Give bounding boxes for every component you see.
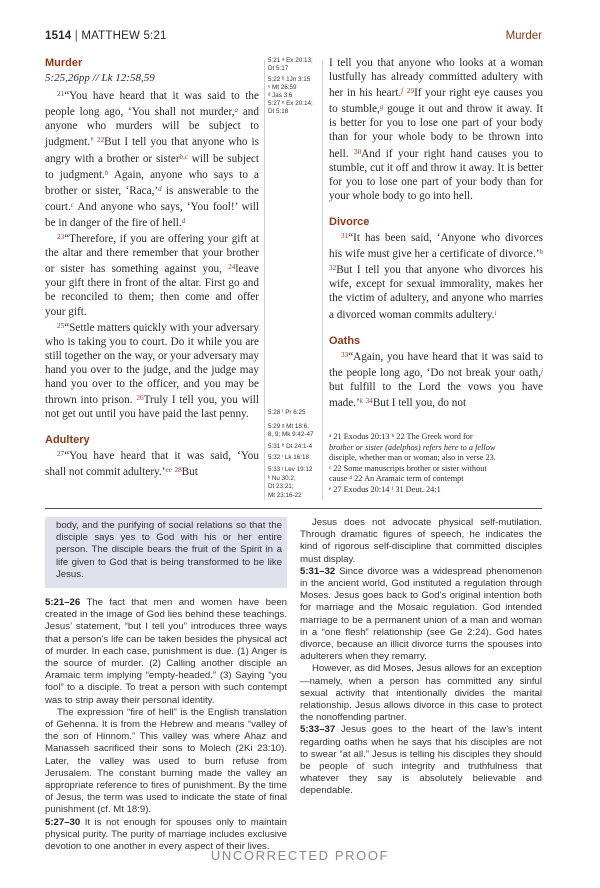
footnote-marker: i	[494, 308, 497, 317]
cross-ref-line: 5:21 ᵃ Ex 20:13;	[268, 57, 313, 64]
verse-text: But I tell you that anyone who divorces his wife, except for sexual immorality, makes her the victim of adultery, and anyone who marries a divorced woman commits adultery.	[329, 264, 543, 321]
verse-text: but fulfill to the Lord the vows you have made.’	[329, 380, 543, 409]
verse-text: leave your gift there in front of the altar. First go and be reconciled to them; then come and offer your gift.	[45, 263, 259, 318]
page-number: 1514	[45, 30, 72, 42]
cross-ref-line: 5:31 ʰ Dt 24:1-4	[268, 442, 313, 450]
footnote-marker: e	[168, 466, 172, 475]
cross-ref-line: Dt 5:18	[268, 108, 289, 115]
heading-adultery: Adultery	[45, 434, 90, 447]
commentary-paragraph	[300, 566, 542, 664]
footnote-line: disciple, whether man or woman; also in verse 23.	[329, 453, 496, 463]
section-topic: Murder	[505, 30, 542, 42]
footnote-marker: b	[104, 168, 109, 177]
commentary-text: Jesus goes to the heart of the law’s intent regarding oaths when he says that his disciples are not to swear “at all.” Jesus is telling his disciples they should be people of such integrity and truthfulness that whatever they say is absolutely believable and dependable.	[300, 724, 542, 797]
verse-28-continued	[329, 56, 543, 203]
commentary-ref: 5:21–26	[45, 597, 81, 608]
commentary-paragraph	[45, 597, 287, 707]
footnote-line: ᵃ 21 Exodus 20:13 ᵇ 22 The Greek word for	[329, 432, 473, 441]
footnote-marker: d	[181, 216, 186, 225]
proof-watermark: UNCORRECTED PROOF	[210, 848, 390, 863]
verse-text: gouge it out and throw it away. It is better for you to lose one part of your body than for your whole body to be thrown into hell.	[329, 103, 543, 160]
cross-ref-line: Dt 23:21;	[268, 483, 294, 491]
cross-ref-line: ᶜ Mt 26:59	[268, 84, 297, 91]
verse-25	[45, 319, 259, 422]
commentary-paragraph: The expression “fire of hell” is the English translation of Gehenna. It is from the Hebrew and means “valley of the son of Hinnom.” This valley was where Ahaz and Manasseh sacrificed their sons to Molech (2Ki 23:10). Later, the valley was used to burn refuse from Jerusalem. The constant burning made the valley an appropriate reference to fires of punishment. By the time of Jesus, the term was used to indicate the state of final punishment (cf. Mt 18:9).	[45, 706, 287, 816]
footnote-line: ᶜ 22 Some manuscripts brother or sister without	[329, 463, 487, 473]
verse-text: “Again, you have heard that it was said to the people long ago, ‘Do not break your oath,	[329, 350, 543, 379]
verse-text: If your right eye causes you to stumble,	[329, 87, 544, 116]
verse-number: 25	[57, 321, 65, 330]
verse-number: 34	[365, 396, 373, 405]
footnote-marker: j	[541, 366, 543, 375]
section-divider	[45, 508, 542, 509]
verse-number: 27	[57, 450, 65, 459]
cross-references-bottom	[268, 409, 328, 500]
cross-ref-line: 5:27 ᵉ Ex 20:14;	[268, 100, 313, 107]
cross-ref-line: 5:32 ⁱ Lk 16:18	[268, 454, 310, 462]
verse-number: 23	[57, 233, 65, 242]
verse-number: 31	[341, 232, 349, 241]
verse-text: But	[181, 466, 198, 479]
verse-text: “You have heard that it was said to the people long ago, ‘You shall not murder,	[45, 90, 259, 119]
cross-ref-line: 5:22 ᵇ 1Jn 3:15	[268, 76, 311, 83]
scripture-right-column	[329, 56, 543, 410]
verse-text: and anyone who murders will be subject to judgment.’	[45, 106, 259, 149]
verse-text: “Settle matters quickly with your adversary who is taking you to court. Do it while you are still together on the way, or your adversary may hand you over to the judge, and the judge may hand you over to the officer, and you may be thrown into prison.	[45, 321, 259, 407]
commentary-ref: 5:33–37	[300, 724, 336, 736]
heading-oaths: Oaths	[329, 334, 361, 347]
cross-references-top	[268, 57, 328, 116]
verse-text: And anyone who says, ‘You fool!’ will be in danger of the fire of hell.	[45, 200, 259, 229]
heading-murder: Murder	[45, 57, 83, 69]
commentary-text: Since divorce was a widespread phenomenon in the ancient world, God instituted a regulation through Moses. Jesus goes back to God’s original intention both for marriage and the Mosaic regulation. God intended marriage to be a permanent union of a man and woman in a “one flesh” relationship (see Ge 2:24). God hates divorce, because an illicit divorce turns the spouses into adulterers when they remarry.	[300, 565, 542, 663]
scripture-left-column	[45, 56, 259, 480]
verse-text: I tell you that anyone who looks at a woman lustfully has already committed adultery with her in his heart.	[329, 57, 543, 100]
verse-number: 33	[341, 350, 349, 359]
footnote-marker: g	[379, 103, 384, 112]
verse-number: 28	[174, 466, 182, 475]
verse-text: But I tell you, do not	[372, 396, 467, 409]
verse-number: 22	[96, 136, 105, 145]
verse-text: is answerable to the court.	[45, 184, 259, 213]
footnote-line: cause ᵈ 22 An Aramaic term of contempt	[329, 474, 464, 484]
verse-text: Again, anyone who says to a brother or sister, ‘Raca,’	[45, 168, 259, 197]
verse-31	[329, 229, 543, 322]
verse-number: 32	[329, 264, 337, 273]
cross-ref-line: Mt 23:16-22	[268, 491, 302, 499]
cross-ref-line: ᵈ Jas 3:6	[268, 92, 293, 99]
verse-number: 24	[228, 263, 236, 272]
commentary-left-column	[45, 597, 287, 853]
commentary-paragraph: Jesus does not advocate physical self-mutilation. Through dramatic figures of speech, he indicates the kind of rigorous self-discipline that committed disciples must display.	[300, 517, 542, 565]
verse-text: But I tell you that anyone who is angry with a brother or sister	[45, 136, 259, 165]
verse-text: Truly I tell you, you will not get out until you have paid the last penny.	[45, 394, 259, 421]
cross-ref-line: 8, 9; Mk 9:42-47	[268, 431, 314, 439]
commentary-ref: 5:27–30	[45, 816, 81, 828]
cross-ref-line: Dt 5:17	[268, 65, 289, 72]
parallel-reference: 5:25,26pp // Lk 12:58,59	[45, 72, 155, 85]
footnote-marker: e	[165, 466, 169, 475]
verse-23	[45, 230, 259, 319]
book-reference: MATTHEW 5:21	[81, 30, 167, 42]
footnote-marker: h	[539, 248, 543, 257]
column-divider	[264, 60, 265, 500]
verse-number: 30	[353, 147, 362, 156]
verse-number: 29	[406, 87, 415, 96]
verse-27	[45, 447, 259, 479]
footnote-marker: d	[158, 184, 162, 193]
footnote-marker: c	[70, 200, 74, 209]
cross-ref-line: 5:33 ʲ Lev 19:12	[268, 465, 313, 473]
cross-ref-line: ᵏ Nu 30:2;	[268, 474, 296, 482]
header-separator: |	[74, 30, 82, 42]
cross-ref-line: 5:29 ᵍ Mt 18:6,	[268, 422, 309, 430]
cross-ref-line: 5:28 ᶠ Pr 6:25	[268, 409, 306, 416]
commentary-text: The fact that men and women have been created in the image of God lies behind these teachings. Jesus’ statement, “but I tell you” introduces three ways that a person’s life can be taken besides the physical act of murder. In each case, punishment is due. (1) Anger is the source of murder. (2) Calling another disciple an Aramaic term implying “empty-headed.” (3) Saying “you fool” to a disciple. To treat a person with such contempt was to strip away their personal identity.	[45, 597, 287, 706]
footnote-marker: k	[359, 396, 363, 405]
footnote-line: brother or sister (adelphos) refers here to a fellow	[329, 442, 496, 452]
footnote-marker: b,c	[179, 152, 188, 161]
verse-text: will be subject to judgment.	[45, 152, 259, 181]
verse-number: 21	[57, 90, 65, 99]
commentary-ref: 5:31–32	[300, 565, 336, 577]
commentary-paragraph: However, as did Moses, Jesus allows for an exception—namely, when a person has committed any sinful sexual activity that intentionally divides the marital relationship. Jesus allows divorce in this case to protect the nonoffending partner.	[300, 663, 542, 724]
heading-divorce: Divorce	[329, 215, 370, 228]
verse-number: 26	[136, 394, 144, 403]
verse-text: “Therefore, if you are offering your gift at the altar and there remember that your brother or sister has something against you,	[45, 233, 259, 276]
commentary-text: It is not enough for spouses only to maintain physical purity. The purity of marriage includes exclusive devotion to one another in every aspect of their lives.	[45, 816, 287, 853]
commentary-right-column	[300, 517, 542, 798]
commentary-paragraph	[300, 724, 542, 797]
running-header	[45, 30, 167, 42]
callout-text: body, and the purifying of social relations so that the disciple says yes to God with his or her entire person. The disciple bears the fruit of the Spirit in a life given to God that is being transformed to be like Jesus.	[56, 520, 282, 580]
footnote-line: ᵉ 27 Exodus 20:14 ᶠ 31 Deut. 24:1	[329, 484, 441, 494]
verse-21	[45, 87, 259, 230]
verse-33	[329, 348, 543, 410]
footnote-marker: f	[401, 87, 404, 96]
verse-text: And if your right hand causes you to stumble, cut it off and throw it away. It is better for you to lose one part of your body than for your whole body to go into hell.	[329, 147, 544, 202]
translation-footnotes	[329, 432, 543, 496]
verse-text: “You have heard that it was said, ‘You shall not commit adultery.’	[45, 450, 259, 479]
footnote-marker: a	[234, 106, 239, 115]
verse-text: “It has been said, ‘Anyone who divorces his wife must give her a certificate of divorce.’	[329, 232, 543, 261]
